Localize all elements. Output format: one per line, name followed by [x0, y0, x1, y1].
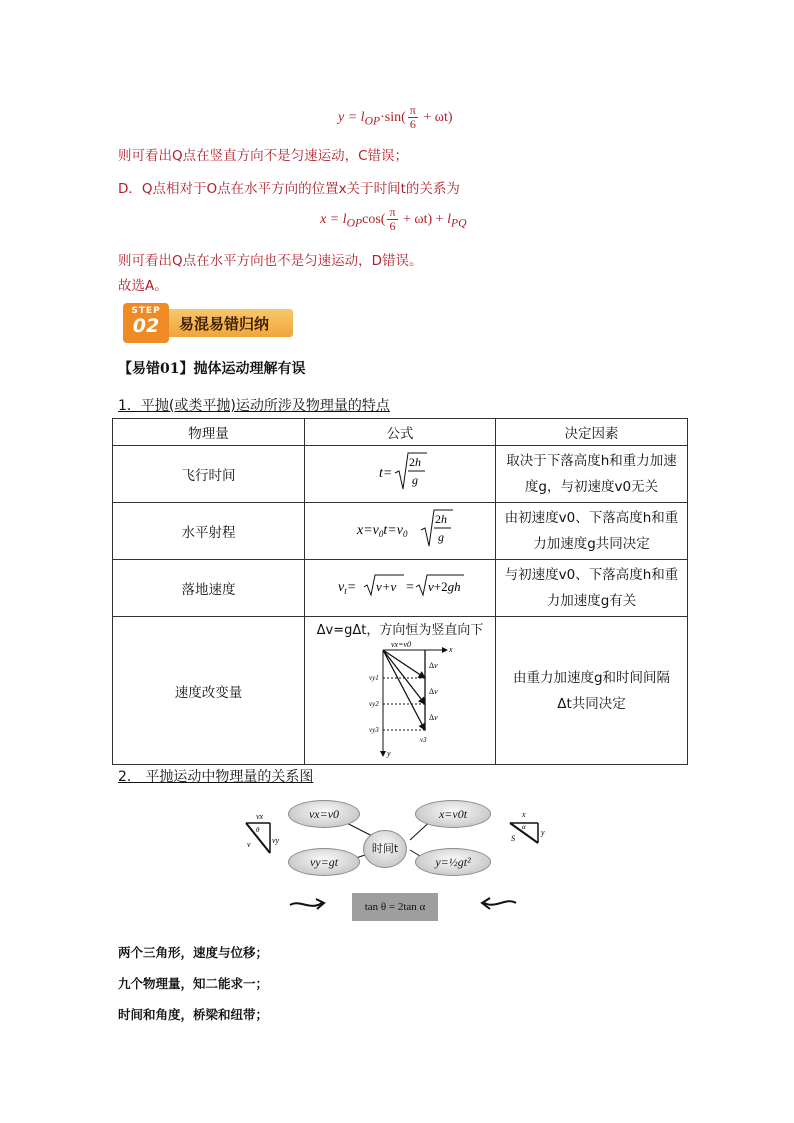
svg-text:vt=: $v_t=$: [338, 580, 357, 596]
subheading-2: 2. 平抛运动中物理量的关系图: [118, 769, 314, 785]
svg-text:y: y: [541, 828, 545, 837]
svg-text:=: =: [406, 580, 414, 595]
formula-range: [335, 506, 465, 552]
node-vy: vy=gt: [288, 848, 360, 876]
formula-landing-speed: [330, 571, 470, 601]
mnemonic-line: 两个三角形，速度与位移；: [118, 945, 269, 960]
row-name: 落地速度: [113, 560, 305, 617]
svg-text:x=v0t=v0: $x=v_0t=v_0$: [357, 523, 408, 539]
row-formula: [305, 617, 496, 765]
svg-text:α: α: [522, 823, 526, 831]
physics-table: [112, 418, 688, 765]
mnemonic-line: 时间和角度，桥梁和纽带；: [118, 1007, 269, 1022]
mnemonic-line: 九个物理量，知二能求一；: [118, 976, 269, 991]
subheading-1: 1．平抛(或类平抛)运动所涉及物理量的特点: [118, 398, 390, 414]
row-factor: 由初速度v0、下落高度h和重力加速度g共同决定: [496, 503, 688, 560]
tan-relation-box: tan θ = 2tan α: [352, 893, 438, 921]
svg-text:2h: 2h: [435, 512, 447, 526]
node-time: 时间t: [363, 830, 407, 868]
row-formula: [305, 560, 496, 617]
solution-line-4: 故选A。: [118, 278, 168, 294]
svg-text:vy1: vy1: [369, 674, 379, 682]
solution-line-3: 则可看出Q点在水平方向也不是匀速运动，D错误。: [118, 253, 423, 269]
step-badge: STEP 02 易混易错归纳: [123, 303, 298, 343]
formula-flight-time: [345, 449, 455, 495]
svg-text:vy3: vy3: [369, 726, 379, 734]
svg-text:g: g: [438, 530, 444, 544]
svg-text:y: y: [387, 749, 391, 758]
svg-text:2h: 2h: [409, 455, 421, 469]
svg-text:v+v: v+v: [376, 579, 397, 594]
svg-text:S: S: [511, 834, 515, 843]
node-y: y=½gt²: [415, 848, 491, 876]
svg-text:x: x: [522, 810, 526, 819]
svg-text:Δv: Δv: [429, 661, 438, 670]
formula-y: $y = l_{OP}\cdot\sin$( $\frac{\pi}{6}$ + ωt): [338, 103, 453, 132]
svg-text:x: x: [449, 645, 453, 654]
badge-title: 易混易错归纳: [179, 315, 270, 333]
svg-text:Δv: Δv: [429, 687, 438, 696]
svg-text:t=: t=: [379, 466, 393, 481]
node-x: x=v0t: [415, 800, 491, 828]
svg-text:v+2gh: v+2gh: [428, 579, 461, 594]
row-name: 飞行时间: [113, 446, 305, 503]
svg-text:v3: v3: [420, 736, 427, 744]
row-name: 速度改变量: [113, 617, 305, 765]
section-title: 【易错01】抛体运动理解有误: [118, 361, 306, 377]
node-vx: vx=v0: [288, 800, 360, 828]
svg-text:vx: vx: [256, 812, 264, 821]
formula-x: $x = l_{OP}\cos$( $\frac{\pi}{6}$ + $\omega t) + l_{PQ}$: [320, 205, 467, 234]
delta-v-text: Δv=gΔt，方向恒为竖直向下: [316, 623, 484, 638]
header-factor: 决定因素: [496, 419, 688, 446]
svg-text:vy2: vy2: [369, 700, 379, 708]
row-factor: 与初速度v0、下落高度h和重力加速度g有关: [496, 560, 688, 617]
row-formula: [305, 446, 496, 503]
header-quantity: 物理量: [113, 419, 305, 446]
header-formula: 公式: [305, 419, 496, 446]
solution-line-1: 则可看出Q点在竖直方向不是匀速运动，C错误；: [118, 148, 409, 164]
svg-text:vy: vy: [272, 836, 280, 845]
svg-text:v: v: [247, 840, 251, 849]
row-factor: 取决于下落高度h和重力加速度g，与初速度v0无关: [496, 446, 688, 503]
svg-text:θ: θ: [256, 826, 260, 834]
solution-line-2: D．Q点相对于O点在水平方向的位置x关于时间t的关系为: [118, 181, 460, 197]
row-formula: [305, 503, 496, 560]
svg-text:Δv: Δv: [429, 713, 438, 722]
velocity-change-diagram: [325, 638, 475, 758]
svg-text:g: g: [412, 473, 418, 487]
row-name: 水平射程: [113, 503, 305, 560]
svg-text:vx=v0: vx=v0: [391, 640, 412, 649]
row-factor: 由重力加速度g和时间间隔Δt共同决定: [496, 617, 688, 765]
